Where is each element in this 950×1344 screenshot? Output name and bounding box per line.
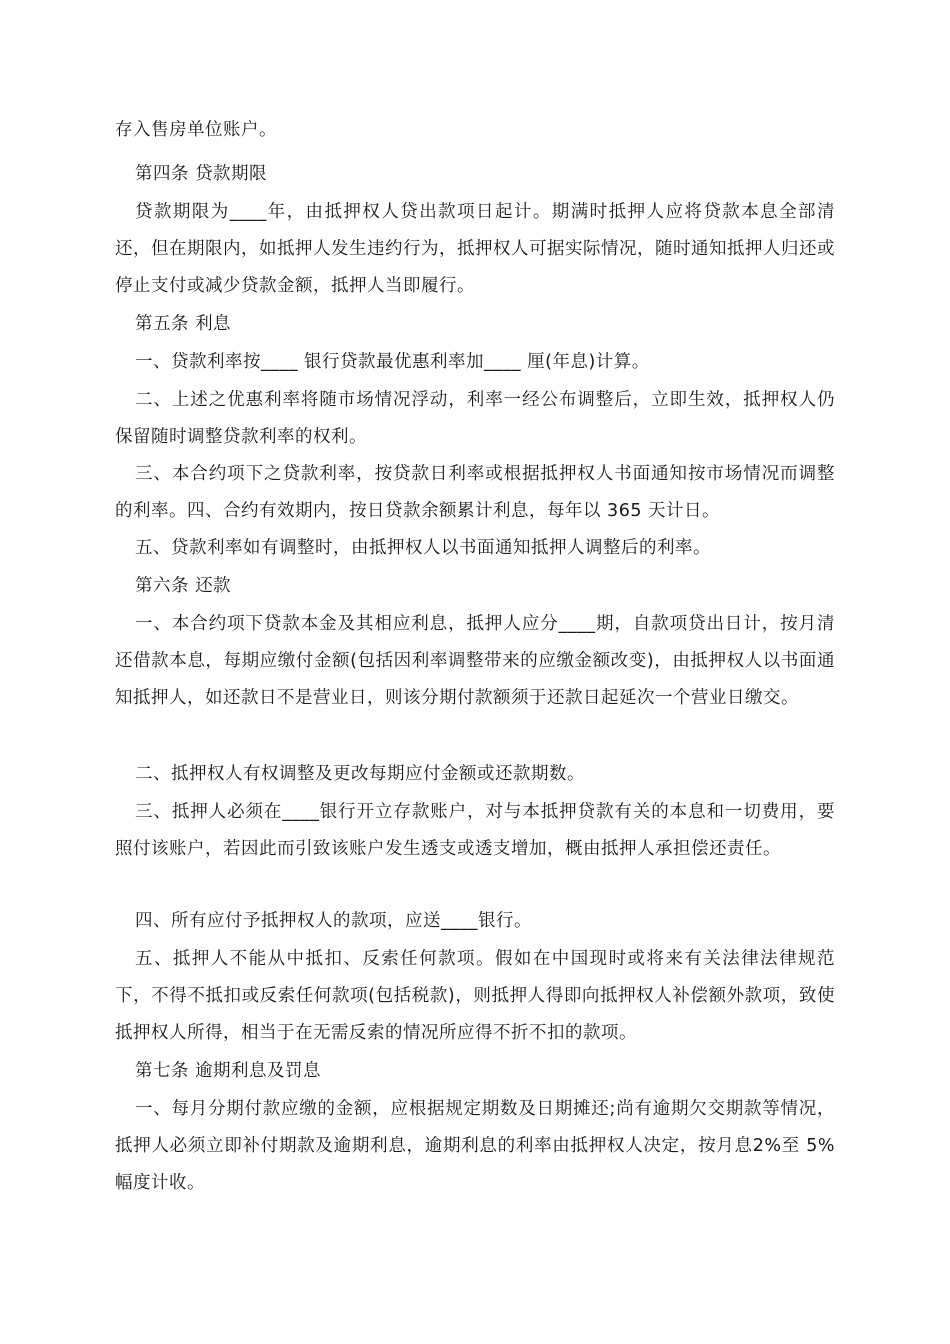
article-6-clause-1: 一、本合约项下贷款本金及其相应利息，抵押人应分____期，自款项贷出日计，按月清还借款本息，每期应缴付金额(包括因利率调整带来的应缴金额改变)，由抵押权人以书面通知抵押人，如还款日不是营业日，则该分期付款额须于还款日起延次一个营业日缴交。: [115, 614, 835, 708]
article-5-clause-5: 五、贷款利率如有调整时，由抵押权人以书面通知抵押人调整后的利率。: [135, 538, 711, 558]
article-6-clause-4: 四、所有应付予抵押权人的款项，应送____银行。: [135, 911, 532, 931]
article-5-clause-3-4: 三、本合约项下之贷款利率，按贷款日利率或根据抵押权人书面通知按市场情况而调整的利率。四、合约有效期内，按日贷款余额累计利息，每年以 365 天计日。: [115, 464, 835, 521]
article-6-clause-3: 三、抵押人必须在____银行开立存款账户，对与本抵押贷款有关的本息和一切费用，要照付该账户，若因此而引致该账户发生透支或透支增加，概由抵押人承担偿还责任。: [115, 802, 835, 859]
article-7-clause-1: 一、每月分期付款应缴的金额，应根据规定期数及日期摊还;尚有逾期欠交期款等情况，抵押人必须立即补付期款及逾期利息，逾期利息的利率由抵押权人决定，按月息2%至 5%幅度计收。: [115, 1099, 835, 1193]
article-5-clause-1: 一、贷款利率按____ 银行贷款最优惠利率加____ 厘(年息)计算。: [135, 352, 650, 372]
article-4-body: 贷款期限为____年，由抵押权人贷出款项日起计。期满时抵押人应将贷款本息全部清还，但在期限内，如抵押人发生违约行为，抵押权人可据实际情况，随时通知抵押人归还或停止支付或减少贷款金额，抵押人当即履行。: [115, 202, 835, 296]
article-5-heading: 第五条 利息: [135, 314, 232, 334]
article-4-heading: 第四条 贷款期限: [135, 164, 268, 184]
article-6-heading: 第六条 还款: [135, 576, 232, 596]
paragraph-continuation: 存入售房单位账户。: [115, 120, 277, 140]
article-6-clause-5: 五、抵押人不能从中抵扣、反索任何款项。假如在中国现时或将来有关法律法律规范下，不得不抵扣或反索任何款项(包括税款)，则抵押人得即向抵押权人补偿额外款项，致使抵押权人所得，相当于在无需反索的情况所应得不折不扣的款项。: [115, 949, 835, 1043]
article-5-clause-2: 二、上述之优惠利率将随市场情况浮动，利率一经公布调整后，立即生效，抵押权人仍保留随时调整贷款利率的权利。: [115, 390, 835, 447]
article-7-heading: 第七条 逾期利息及罚息: [135, 1061, 322, 1081]
article-6-clause-2: 二、抵押权人有权调整及更改每期应付金额或还款期数。: [135, 764, 585, 784]
